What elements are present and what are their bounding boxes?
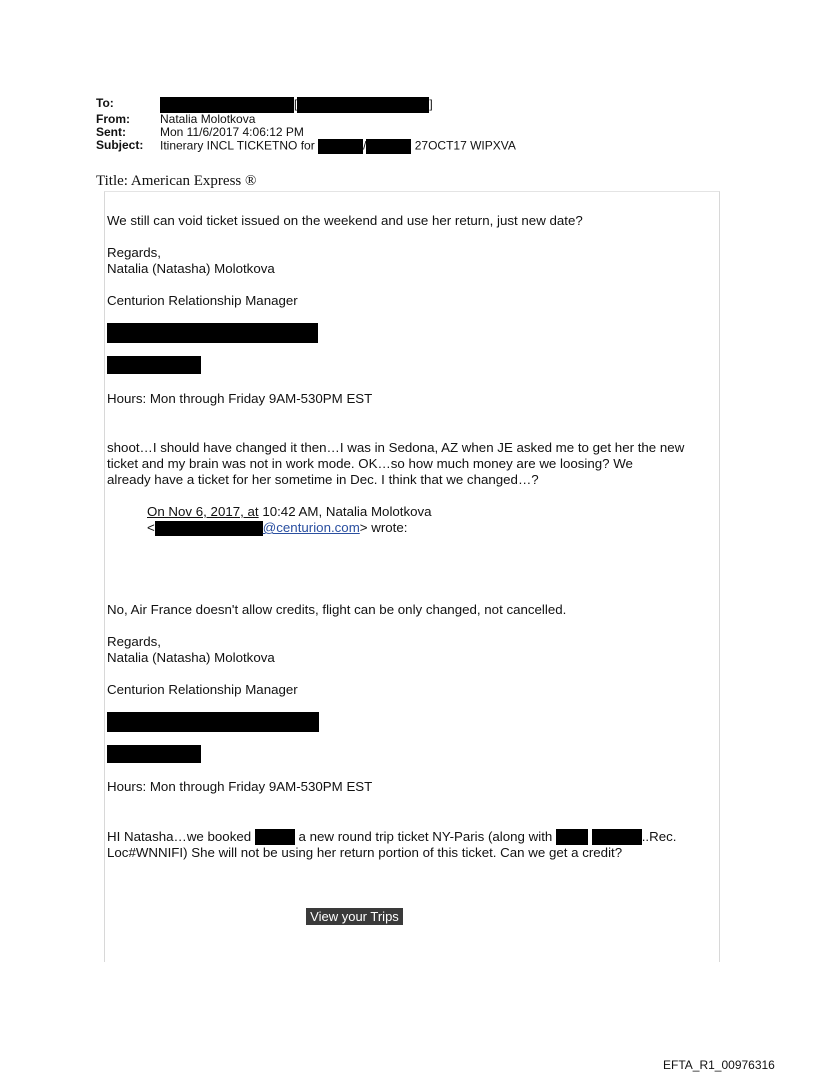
original-part: HI Natasha…we booked — [107, 829, 252, 844]
regards: Regards, — [107, 245, 161, 260]
subject-label: Subject: — [96, 138, 144, 152]
title-line: Title: American Express ® — [96, 173, 257, 189]
hours: Hours: Mon through Friday 9AM-530PM EST — [107, 779, 373, 794]
subject-prefix: Itinerary INCL TICKETNO for — [160, 138, 315, 153]
redaction-block — [107, 712, 319, 732]
quote-time-author: 10:42 AM, Natalia Molotkova — [258, 504, 432, 519]
subject-value — [160, 139, 516, 154]
to-value — [160, 97, 433, 113]
original-part: ..Rec. — [641, 829, 677, 844]
quote-header — [147, 504, 432, 520]
hours: Hours: Mon through Friday 9AM-530PM EST — [107, 391, 373, 406]
sent-value: Mon 11/6/2017 4:06:12 PM — [160, 125, 304, 139]
redaction-block — [297, 97, 429, 113]
wrote: > wrote: — [359, 520, 408, 535]
quote-date: On Nov 6, 2017, at — [147, 504, 259, 519]
signer-name: Natalia (Natasha) Molotkova — [107, 650, 275, 665]
redaction-block — [160, 97, 294, 113]
signer-name: Natalia (Natasha) Molotkova — [107, 261, 275, 276]
from-value: Natalia Molotkova — [160, 112, 256, 126]
redaction-block — [318, 139, 363, 154]
to-bracket-close: ] — [429, 97, 433, 112]
to-bracket-open: [ — [294, 97, 298, 112]
reply-line: already have a ticket for her sometime in Dec. I think that we changed…? — [107, 472, 539, 487]
signer-role: Centurion Relationship Manager — [107, 293, 298, 308]
original-line: Loc#WNNIFI) She will not be using her return portion of this ticket. Can we get a credit? — [107, 845, 623, 860]
subject-suffix: 27OCT17 WIPXVA — [414, 138, 516, 153]
message-line: No, Air France doesn't allow credits, flight can be only changed, not cancelled. — [107, 602, 567, 617]
quote-email-line — [147, 520, 407, 536]
from-label: From: — [96, 112, 130, 126]
email-link[interactable]: @centurion.com — [262, 520, 360, 535]
angle-open: < — [147, 520, 155, 535]
reply-line: ticket and my brain was not in work mode. OK…so how much money are we loosing? We — [107, 456, 633, 471]
signer-role: Centurion Relationship Manager — [107, 682, 298, 697]
redaction-block — [255, 829, 295, 845]
subject-slash: / — [363, 138, 367, 153]
redaction-block — [556, 829, 588, 845]
redaction-block — [107, 323, 318, 343]
redaction-block — [366, 139, 411, 154]
regards: Regards, — [107, 634, 161, 649]
original-line — [107, 829, 676, 845]
redaction-block — [155, 521, 263, 536]
document-id: EFTA_R1_00976316 — [663, 1058, 775, 1072]
message-line: We still can void ticket issued on the weekend and use her return, just new date? — [107, 213, 583, 228]
redaction-block — [592, 829, 642, 845]
to-label: To: — [96, 96, 114, 110]
original-part: a new round trip ticket NY-Paris (along with — [294, 829, 553, 844]
view-trips-button[interactable]: View your Trips — [306, 908, 403, 925]
redaction-block — [107, 356, 201, 374]
sent-label: Sent: — [96, 125, 126, 139]
redaction-block — [107, 745, 201, 763]
reply-line: shoot…I should have changed it then…I was in Sedona, AZ when JE asked me to get her the new — [107, 440, 685, 455]
